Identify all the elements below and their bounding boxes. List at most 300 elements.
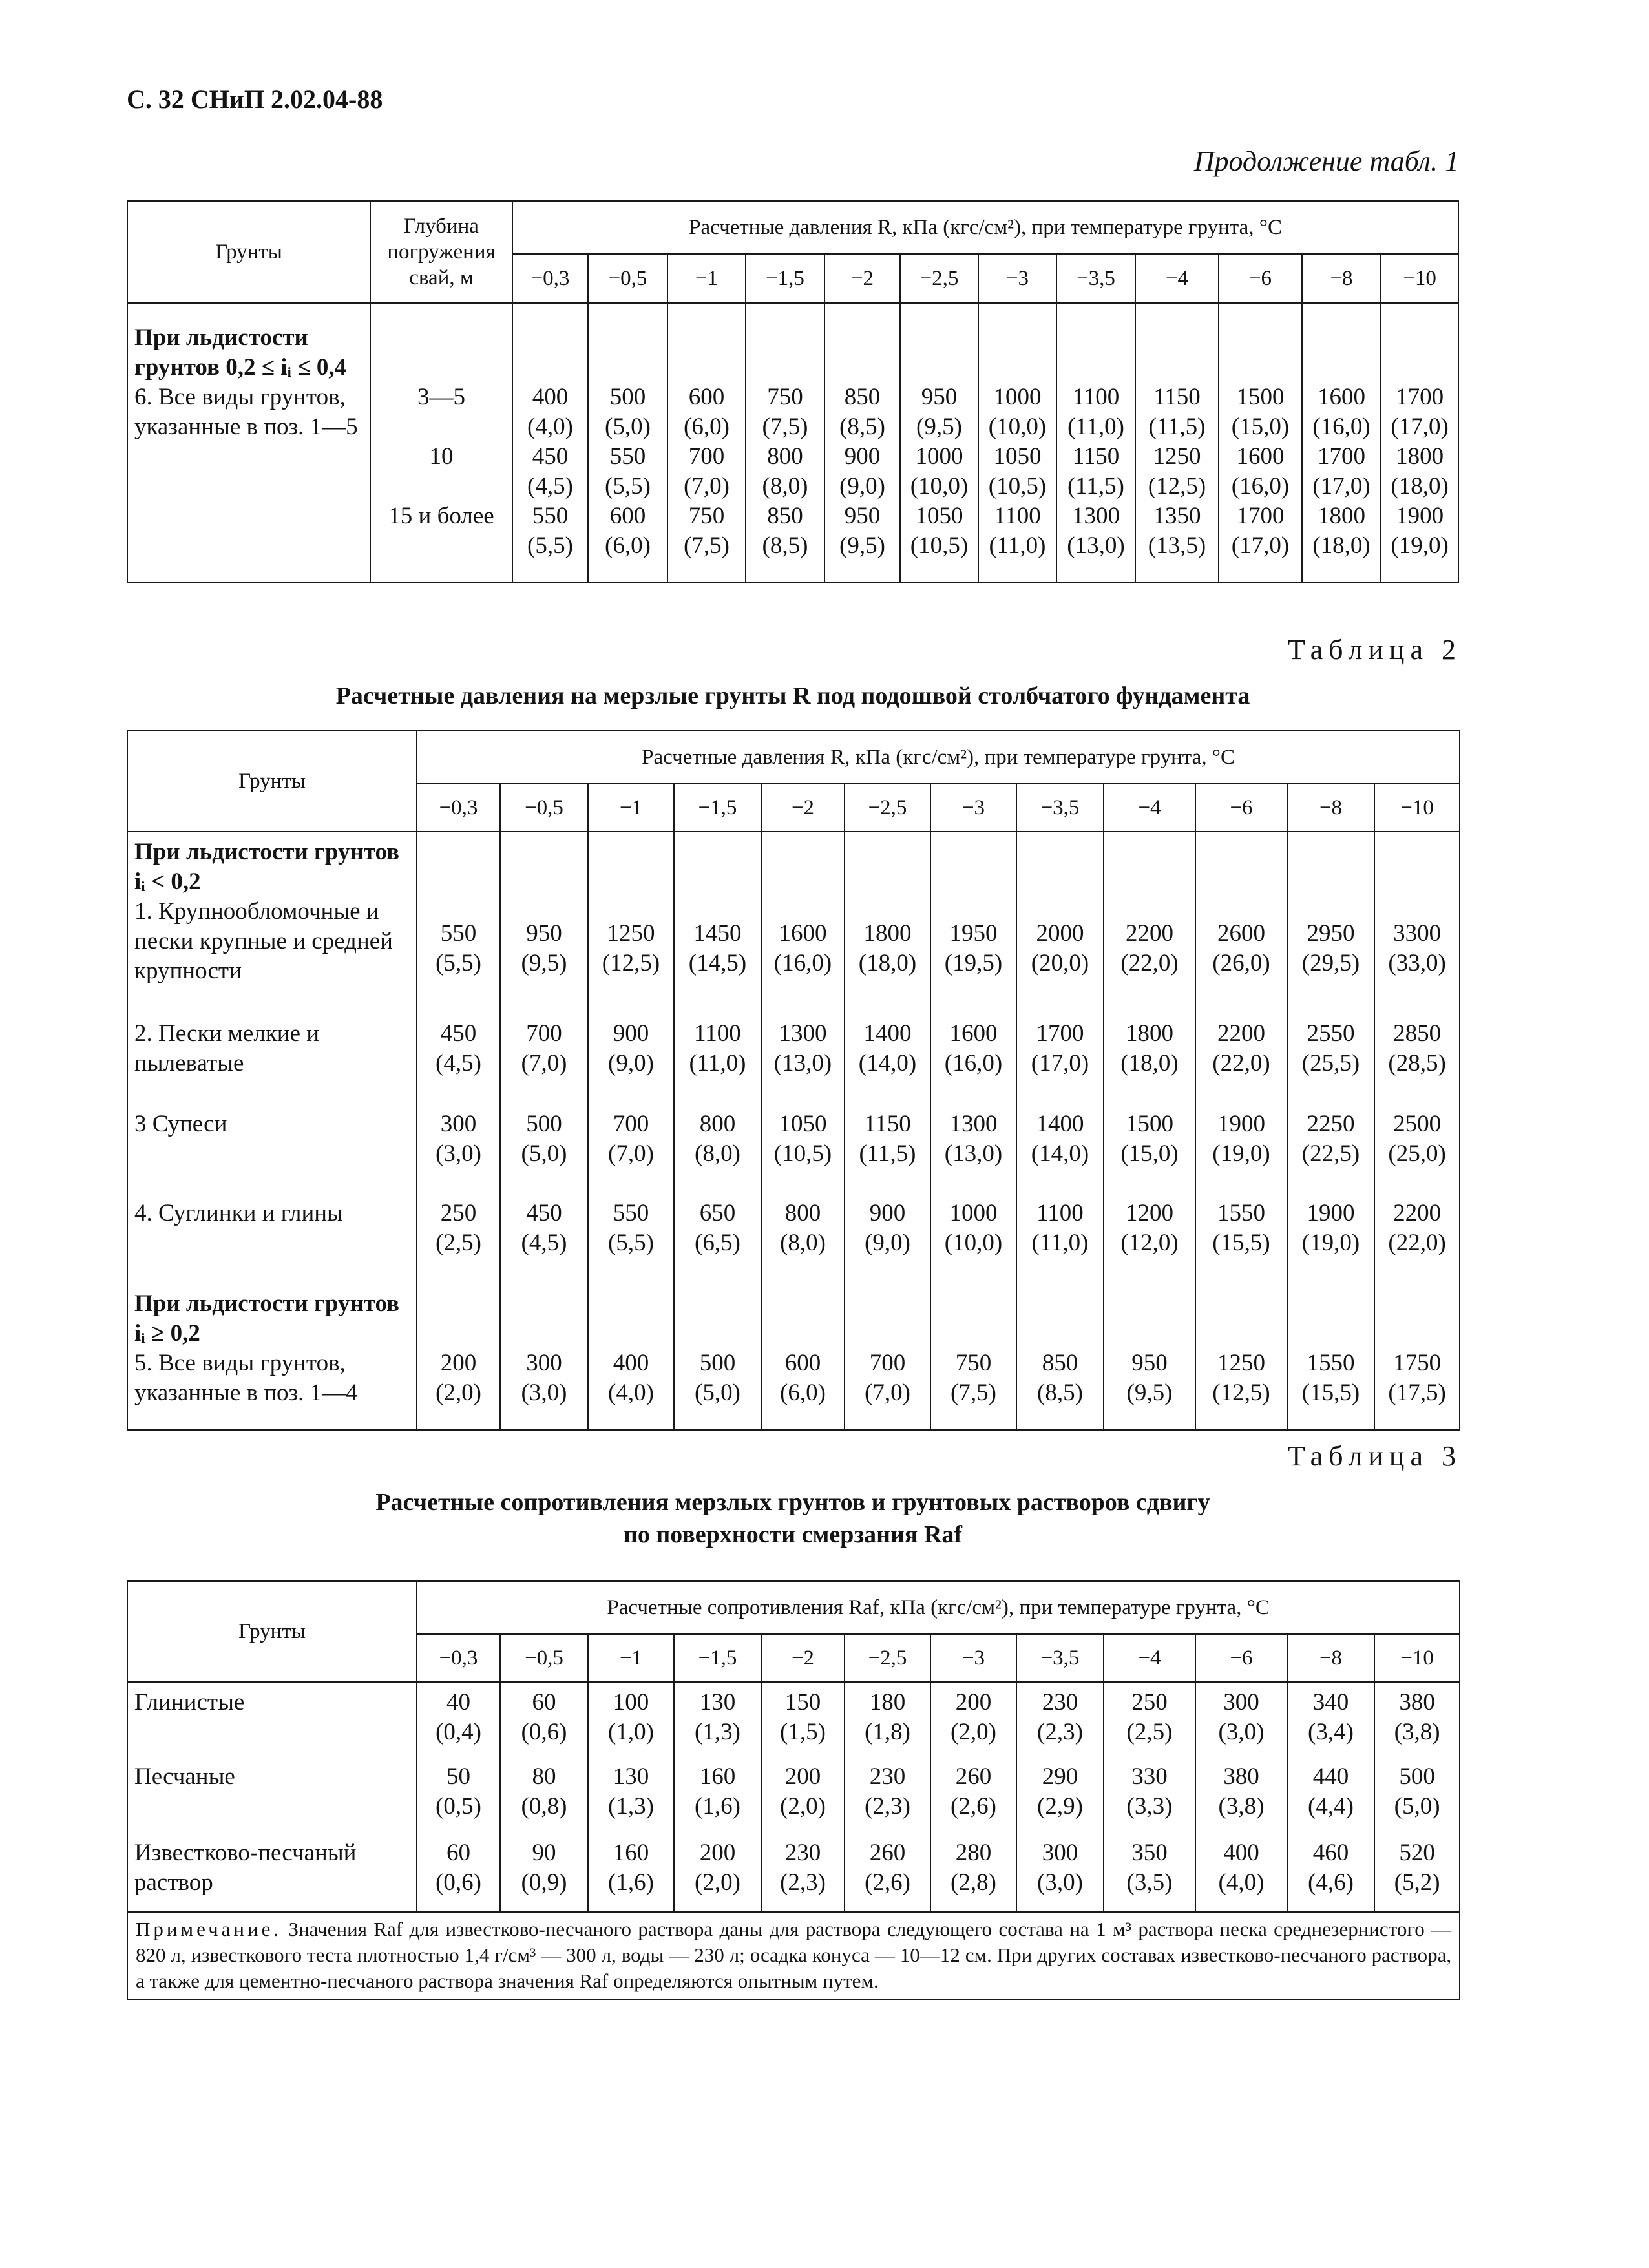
t3-value-cell bbox=[1195, 1682, 1287, 1757]
t2-value-sub: (4,5) bbox=[436, 1050, 481, 1076]
t2-value-sub: (12,5) bbox=[602, 950, 660, 976]
t3-value: 200 bbox=[955, 1689, 992, 1716]
t2-value-cell bbox=[500, 832, 588, 1014]
t2-value-cell bbox=[1016, 1014, 1104, 1104]
t2-value: 750 bbox=[955, 1350, 992, 1376]
t1-value-sub: (19,0) bbox=[1391, 532, 1449, 559]
t2-value: 550 bbox=[613, 1200, 649, 1226]
t3-value: 340 bbox=[1312, 1689, 1349, 1716]
t1-depth-cell bbox=[370, 303, 512, 582]
t2-value: 2950 bbox=[1307, 920, 1355, 947]
t2-value-cell bbox=[417, 1193, 500, 1284]
t1-value-sub: (9,5) bbox=[839, 532, 885, 559]
t3-temp-header: −2 bbox=[761, 1634, 845, 1682]
t1-value-sub: (11,0) bbox=[1067, 414, 1125, 440]
page-header: С. 32 СНиП 2.02.04-88 bbox=[127, 85, 383, 114]
t2-value: 2200 bbox=[1217, 1020, 1265, 1047]
t2-value-sub: (17,5) bbox=[1388, 1380, 1446, 1406]
t2-value: 1550 bbox=[1217, 1200, 1265, 1226]
t2-value: 300 bbox=[526, 1350, 562, 1376]
t1-value: 600 bbox=[609, 503, 646, 529]
t3-value-sub: (0,9) bbox=[521, 1869, 567, 1896]
t2-value-sub: (9,5) bbox=[521, 950, 567, 976]
t1-value: 1600 bbox=[1318, 384, 1365, 410]
t3-value-sub: (2,3) bbox=[865, 1793, 910, 1820]
t3-value-cell bbox=[761, 1757, 845, 1833]
t1-value: 550 bbox=[532, 503, 569, 529]
t1-value-cell bbox=[824, 303, 900, 582]
t3-value: 60 bbox=[532, 1689, 556, 1716]
table-1 bbox=[127, 200, 1459, 583]
t1-value: 850 bbox=[767, 503, 803, 529]
t2-value-cell bbox=[1104, 1193, 1195, 1284]
t3-value-sub: (2,9) bbox=[1037, 1793, 1083, 1820]
t2-value-sub: (8,0) bbox=[780, 1230, 826, 1256]
t3-value-cell bbox=[1374, 1833, 1460, 1912]
t2-value: 850 bbox=[1042, 1350, 1078, 1376]
t2-temp-header: −0,5 bbox=[500, 784, 588, 832]
t2-value: 1750 bbox=[1393, 1350, 1442, 1376]
t2-value-sub: (8,0) bbox=[695, 1140, 740, 1167]
t1-value: 600 bbox=[688, 384, 725, 410]
t3-value-cell bbox=[1287, 1833, 1374, 1912]
t3-col-resistance: Расчетные сопротивления Raf, кПа (кгс/см²), при температуре грунта, °С bbox=[417, 1581, 1460, 1634]
t1-value-sub: (9,0) bbox=[839, 473, 885, 499]
t2-value-cell bbox=[417, 1014, 500, 1104]
t2-value-cell bbox=[930, 832, 1016, 1014]
t3-value: 290 bbox=[1042, 1763, 1078, 1790]
t2-value-cell bbox=[1287, 1014, 1374, 1104]
t2-value-cell bbox=[1016, 1104, 1104, 1193]
t3-value-cell bbox=[761, 1682, 845, 1757]
t3-value-cell bbox=[588, 1682, 674, 1757]
t3-value-sub: (4,6) bbox=[1308, 1869, 1354, 1896]
t2-value-cell bbox=[1374, 1284, 1460, 1430]
t2-value-sub: (2,0) bbox=[436, 1380, 481, 1406]
t2-value: 500 bbox=[699, 1350, 736, 1376]
t2-temp-header: −1,5 bbox=[674, 784, 761, 832]
t2-soil-text: 2. Пески мелкие и пылеватые bbox=[134, 1020, 320, 1076]
t3-value-sub: (2,8) bbox=[951, 1869, 996, 1896]
t2-temp-header: −6 bbox=[1195, 784, 1287, 832]
t2-value-cell bbox=[845, 1193, 930, 1284]
t3-value: 90 bbox=[532, 1840, 556, 1866]
t3-value-sub: (1,6) bbox=[608, 1869, 654, 1896]
t2-value: 250 bbox=[440, 1200, 477, 1226]
t2-value: 1550 bbox=[1307, 1350, 1355, 1376]
t2-value-cell bbox=[761, 832, 845, 1014]
t1-value-sub: (13,0) bbox=[1067, 532, 1125, 559]
t2-value: 1900 bbox=[1217, 1111, 1265, 1137]
table-3 bbox=[127, 1580, 1460, 2000]
t1-value-sub: (17,0) bbox=[1312, 473, 1371, 499]
t2-value: 1100 bbox=[694, 1020, 741, 1047]
t2-value-cell bbox=[930, 1193, 1016, 1284]
t3-value-cell bbox=[1195, 1757, 1287, 1833]
t1-value-sub: (17,0) bbox=[1391, 414, 1449, 440]
t1-value-sub: (8,5) bbox=[839, 414, 885, 440]
t2-value-cell bbox=[417, 1284, 500, 1430]
t1-value-sub: (11,5) bbox=[1067, 473, 1125, 499]
t1-value: 1350 bbox=[1153, 503, 1201, 529]
t3-value-sub: (1,3) bbox=[608, 1793, 654, 1820]
t3-value: 300 bbox=[1042, 1840, 1078, 1866]
t1-value-sub: (10,5) bbox=[988, 473, 1047, 499]
t2-value-sub: (19,0) bbox=[1212, 1140, 1270, 1167]
t1-value-sub: (5,5) bbox=[527, 532, 573, 559]
t1-value-cell bbox=[746, 303, 824, 582]
t2-value-cell bbox=[1374, 1193, 1460, 1284]
t3-temp-header: −10 bbox=[1374, 1634, 1460, 1682]
t2-temp-header: −3 bbox=[930, 784, 1016, 832]
t2-value: 400 bbox=[613, 1350, 649, 1376]
t1-value: 700 bbox=[688, 443, 725, 470]
t1-temp-header: −0,5 bbox=[588, 254, 667, 303]
t2-value-cell bbox=[588, 1193, 674, 1284]
t3-value-cell bbox=[1016, 1757, 1104, 1833]
t1-value: 750 bbox=[767, 384, 803, 410]
t1-value-sub: (10,5) bbox=[910, 532, 969, 559]
t3-value: 380 bbox=[1399, 1689, 1435, 1716]
t1-value-sub: (10,0) bbox=[988, 414, 1047, 440]
t2-col-pressure: Расчетные давления R, кПа (кгс/см²), при температуре грунта, °С bbox=[417, 731, 1460, 784]
t1-value-sub: (17,0) bbox=[1231, 532, 1290, 559]
t2-value-sub: (4,0) bbox=[608, 1380, 654, 1406]
t1-temp-header: −1,5 bbox=[746, 254, 824, 303]
t3-value-cell bbox=[500, 1757, 588, 1833]
t2-value-sub: (12,0) bbox=[1120, 1230, 1179, 1256]
t2-value: 2000 bbox=[1036, 920, 1084, 947]
t1-value: 950 bbox=[921, 384, 958, 410]
t3-temp-header: −2,5 bbox=[845, 1634, 930, 1682]
t2-value: 2850 bbox=[1393, 1020, 1442, 1047]
t2-value-sub: (8,5) bbox=[1037, 1380, 1083, 1406]
t3-value: 40 bbox=[446, 1689, 470, 1716]
t2-value-sub: (11,5) bbox=[859, 1140, 916, 1167]
t1-col-soil: Грунты bbox=[127, 201, 370, 303]
t3-value-cell bbox=[930, 1682, 1016, 1757]
t3-temp-header: −0,5 bbox=[500, 1634, 588, 1682]
t2-value: 1150 bbox=[864, 1111, 911, 1137]
t1-value: 450 bbox=[532, 443, 569, 470]
t2-value-sub: (15,0) bbox=[1120, 1140, 1179, 1167]
t2-value-cell bbox=[1016, 832, 1104, 1014]
t3-value: 180 bbox=[869, 1689, 906, 1716]
t2-value: 1400 bbox=[863, 1020, 912, 1047]
t2-value-cell bbox=[1287, 1284, 1374, 1430]
t3-soil-text: Глинистые bbox=[134, 1689, 245, 1716]
t1-temp-header: −8 bbox=[1302, 254, 1381, 303]
t2-value-cell bbox=[674, 1193, 761, 1284]
t2-value-cell bbox=[1195, 1104, 1287, 1193]
t2-value: 1800 bbox=[1126, 1020, 1173, 1047]
t2-value-cell bbox=[1016, 1284, 1104, 1430]
t2-value: 1700 bbox=[1036, 1020, 1084, 1047]
t3-value: 460 bbox=[1312, 1840, 1349, 1866]
t1-value: 1000 bbox=[915, 443, 963, 470]
t2-value-sub: (16,0) bbox=[773, 950, 832, 976]
t1-value-sub: (8,5) bbox=[762, 532, 808, 559]
t1-value-sub: (6,0) bbox=[684, 414, 730, 440]
t1-temp-header: −2,5 bbox=[900, 254, 978, 303]
t1-value-sub: (4,0) bbox=[527, 414, 573, 440]
t1-value-cell bbox=[588, 303, 667, 582]
t3-temp-header: −3 bbox=[930, 1634, 1016, 1682]
t2-value-cell bbox=[761, 1284, 845, 1430]
t2-value-sub: (29,5) bbox=[1301, 950, 1360, 976]
t2-value-sub: (2,5) bbox=[436, 1230, 481, 1256]
t2-value-cell bbox=[500, 1284, 588, 1430]
t3-value-cell bbox=[1374, 1757, 1460, 1833]
t3-note-text: Значения Raf для известково-песчаного раствора даны для раствора следующего состава на 1 м³ раствора песка среднезернистого — 820 л, известкового теста плотностью 1,4 г/см³ — 300 л, воды — 230 л; осадка конуса — 10—12 см. При других составах известково-песчаного раствора, а также для цементно-песчаного раствора значения Raf определяются опытным путем. bbox=[136, 1918, 1452, 1992]
t2-value: 700 bbox=[613, 1111, 649, 1137]
t2-value: 1800 bbox=[863, 920, 912, 947]
t2-value-cell bbox=[930, 1284, 1016, 1430]
t2-soil-cell bbox=[127, 1104, 417, 1193]
t1-value: 1000 bbox=[993, 384, 1042, 410]
t2-value-sub: (13,0) bbox=[773, 1050, 832, 1076]
t2-value-cell bbox=[930, 1014, 1016, 1104]
t2-value: 950 bbox=[1131, 1350, 1168, 1376]
t3-value-cell bbox=[845, 1833, 930, 1912]
t3-value: 260 bbox=[869, 1840, 906, 1866]
t2-value-sub: (11,0) bbox=[1031, 1230, 1089, 1256]
t2-value: 1400 bbox=[1036, 1111, 1084, 1137]
t1-soil-cell bbox=[127, 303, 370, 582]
t3-soil-cell bbox=[127, 1833, 417, 1912]
t3-value-sub: (0,8) bbox=[521, 1793, 567, 1820]
t2-value-sub: (14,5) bbox=[688, 950, 747, 976]
t3-value-sub: (3,8) bbox=[1218, 1793, 1265, 1820]
t2-value-sub: (7,5) bbox=[951, 1380, 996, 1406]
t2-value-cell bbox=[1374, 1014, 1460, 1104]
t1-value-cell bbox=[1381, 303, 1458, 582]
t2-temp-header: −10 bbox=[1374, 784, 1460, 832]
t3-value-cell bbox=[1195, 1833, 1287, 1912]
t2-value-cell bbox=[1287, 1193, 1374, 1284]
t3-value: 500 bbox=[1399, 1763, 1435, 1790]
t1-value: 750 bbox=[688, 503, 725, 529]
t1-temp-header: −10 bbox=[1381, 254, 1458, 303]
t3-value: 380 bbox=[1223, 1763, 1259, 1790]
t3-value-cell bbox=[674, 1682, 761, 1757]
t3-temp-header: −1 bbox=[588, 1634, 674, 1682]
t1-temp-header: −4 bbox=[1135, 254, 1219, 303]
t3-value: 130 bbox=[613, 1763, 649, 1790]
t2-temp-header: −3,5 bbox=[1016, 784, 1104, 832]
t2-temp-header: −2,5 bbox=[845, 784, 930, 832]
t1-value-sub: (18,0) bbox=[1312, 532, 1371, 559]
t1-temp-header: −2 bbox=[824, 254, 900, 303]
t2-value: 1250 bbox=[1217, 1350, 1265, 1376]
t2-value-sub: (4,5) bbox=[521, 1230, 567, 1256]
t1-value-sub: (12,5) bbox=[1148, 473, 1206, 499]
t3-col-soil: Грунты bbox=[127, 1581, 417, 1682]
t3-value: 230 bbox=[869, 1763, 906, 1790]
t1-value: 1100 bbox=[994, 503, 1041, 529]
t1-value-sub: (7,5) bbox=[684, 532, 730, 559]
t1-value-cell bbox=[1302, 303, 1381, 582]
t2-temp-header: −2 bbox=[761, 784, 845, 832]
t1-value-sub: (11,5) bbox=[1148, 414, 1206, 440]
t1-value: 800 bbox=[767, 443, 803, 470]
t1-value-sub: (11,0) bbox=[989, 532, 1046, 559]
t3-value-sub: (3,5) bbox=[1126, 1869, 1173, 1896]
t1-value-sub: (16,0) bbox=[1231, 473, 1290, 499]
t3-value-cell bbox=[417, 1833, 500, 1912]
t2-value-cell bbox=[588, 832, 674, 1014]
t3-value: 200 bbox=[784, 1763, 821, 1790]
t2-value-sub: (26,0) bbox=[1212, 950, 1270, 976]
t3-value-cell bbox=[1016, 1833, 1104, 1912]
t3-soil-text: Известково-песчаный раствор bbox=[134, 1840, 357, 1896]
t2-value-sub: (6,0) bbox=[780, 1380, 826, 1406]
t3-value-sub: (5,2) bbox=[1394, 1869, 1440, 1896]
t1-col-depth: Глубина погружения свай, м bbox=[370, 201, 512, 303]
t2-value-cell bbox=[1287, 1104, 1374, 1193]
t3-temp-header: −6 bbox=[1195, 1634, 1287, 1682]
t3-value-cell bbox=[674, 1833, 761, 1912]
t2-value-cell bbox=[761, 1193, 845, 1284]
t2-value: 650 bbox=[699, 1200, 736, 1226]
t3-value: 130 bbox=[699, 1689, 736, 1716]
t3-value-sub: (2,0) bbox=[780, 1793, 826, 1820]
t2-value-sub: (11,0) bbox=[689, 1050, 746, 1076]
t1-value: 900 bbox=[844, 443, 881, 470]
t2-value-sub: (18,0) bbox=[858, 950, 917, 976]
t2-value-cell bbox=[674, 832, 761, 1014]
t1-value: 1700 bbox=[1396, 384, 1444, 410]
t2-value-sub: (17,0) bbox=[1031, 1050, 1089, 1076]
t2-value-cell bbox=[1195, 1193, 1287, 1284]
t1-value-cell bbox=[1135, 303, 1219, 582]
t3-value-sub: (0,6) bbox=[436, 1869, 481, 1896]
t3-temp-header: −3,5 bbox=[1016, 1634, 1104, 1682]
t3-value: 200 bbox=[699, 1840, 736, 1866]
t3-value-sub: (4,4) bbox=[1308, 1793, 1354, 1820]
t2-value-sub: (12,5) bbox=[1212, 1380, 1270, 1406]
t2-value: 2200 bbox=[1393, 1200, 1442, 1226]
t2-soil-text: 1. Крупнообломочные и пески крупные и средней крупности bbox=[134, 898, 393, 984]
t2-value: 2200 bbox=[1126, 920, 1173, 947]
t2-value-sub: (22,5) bbox=[1301, 1140, 1360, 1167]
t2-value: 1300 bbox=[779, 1020, 827, 1047]
t2-value: 1000 bbox=[949, 1200, 998, 1226]
t3-value: 280 bbox=[955, 1840, 992, 1866]
t3-value: 160 bbox=[613, 1840, 649, 1866]
t3-value-cell bbox=[1104, 1833, 1195, 1912]
t3-value-cell bbox=[1374, 1682, 1460, 1757]
t1-value-sub: (10,0) bbox=[910, 473, 969, 499]
t3-value-sub: (1,6) bbox=[695, 1793, 740, 1820]
t2-value-sub: (22,0) bbox=[1388, 1230, 1446, 1256]
t2-value-cell bbox=[674, 1284, 761, 1430]
t2-value: 950 bbox=[526, 920, 562, 947]
t1-temp-header: −1 bbox=[667, 254, 746, 303]
t1-value-cell bbox=[512, 303, 588, 582]
t3-value-cell bbox=[930, 1757, 1016, 1833]
t1-depth-value: 3—5 bbox=[417, 384, 465, 410]
t2-value-sub: (15,5) bbox=[1212, 1230, 1270, 1256]
t3-value-cell bbox=[500, 1682, 588, 1757]
t2-value-cell bbox=[845, 832, 930, 1014]
t3-value-cell bbox=[588, 1757, 674, 1833]
t3-value: 160 bbox=[699, 1763, 736, 1790]
t2-value-cell bbox=[930, 1104, 1016, 1193]
t3-value-sub: (3,3) bbox=[1126, 1793, 1173, 1820]
t2-value-sub: (9,5) bbox=[1126, 1380, 1173, 1406]
t1-value: 1700 bbox=[1236, 503, 1285, 529]
t2-value-cell bbox=[1104, 832, 1195, 1014]
t2-value: 1450 bbox=[693, 920, 742, 947]
t3-value: 80 bbox=[532, 1763, 556, 1790]
t2-value-cell bbox=[1104, 1284, 1195, 1430]
t2-value: 2250 bbox=[1307, 1111, 1355, 1137]
t2-value-sub: (7,0) bbox=[521, 1050, 567, 1076]
t1-temp-header: −3,5 bbox=[1056, 254, 1135, 303]
t2-value-sub: (14,0) bbox=[1031, 1140, 1089, 1167]
t1-value-sub: (15,0) bbox=[1231, 414, 1290, 440]
t2-value: 1600 bbox=[779, 920, 827, 947]
t1-value-sub: (7,0) bbox=[684, 473, 730, 499]
t1-value: 1300 bbox=[1072, 503, 1120, 529]
t1-value-sub: (7,5) bbox=[762, 414, 808, 440]
t1-group-label: При льдистости грунтов 0,2 ≤ iᵢ ≤ 0,4 bbox=[134, 324, 347, 381]
t2-value-cell bbox=[1104, 1104, 1195, 1193]
t2-value: 1100 bbox=[1036, 1200, 1084, 1226]
t2-value-cell bbox=[1016, 1193, 1104, 1284]
t3-value: 260 bbox=[955, 1763, 992, 1790]
t2-value: 500 bbox=[526, 1111, 562, 1137]
t2-col-soil: Грунты bbox=[127, 731, 417, 832]
t2-temp-header: −8 bbox=[1287, 784, 1374, 832]
t2-value-cell bbox=[845, 1014, 930, 1104]
t1-value: 1050 bbox=[993, 443, 1042, 470]
t3-soil-cell bbox=[127, 1682, 417, 1757]
t3-value: 230 bbox=[1042, 1689, 1078, 1716]
t2-value-cell bbox=[674, 1104, 761, 1193]
t2-value-cell bbox=[1374, 832, 1460, 1014]
t2-value: 200 bbox=[440, 1350, 477, 1376]
t2-value-sub: (9,0) bbox=[608, 1050, 654, 1076]
t1-value: 500 bbox=[609, 384, 646, 410]
t2-value: 800 bbox=[784, 1200, 821, 1226]
t3-value-sub: (2,6) bbox=[865, 1869, 910, 1896]
t1-col-pressure: Расчетные давления R, кПа (кгс/см²), при температуре грунта, °С bbox=[512, 201, 1458, 254]
table-2-caption: Таблица 2 bbox=[1287, 634, 1462, 666]
t2-value-sub: (5,0) bbox=[521, 1140, 567, 1167]
t2-value-cell bbox=[500, 1014, 588, 1104]
t3-value-sub: (2,5) bbox=[1126, 1719, 1173, 1745]
t2-value-cell bbox=[761, 1014, 845, 1104]
t2-value: 1200 bbox=[1126, 1200, 1173, 1226]
t1-value: 950 bbox=[844, 503, 881, 529]
t2-value: 1950 bbox=[949, 920, 998, 947]
t3-value-sub: (3,4) bbox=[1308, 1719, 1354, 1745]
t2-value: 2500 bbox=[1393, 1111, 1442, 1137]
t2-value-cell bbox=[1374, 1104, 1460, 1193]
t2-value: 1050 bbox=[779, 1111, 827, 1137]
t1-value: 1800 bbox=[1318, 503, 1365, 529]
t2-value-sub: (22,0) bbox=[1120, 950, 1179, 976]
t1-value: 1150 bbox=[1153, 384, 1201, 410]
t2-soil-cell bbox=[127, 1014, 417, 1104]
t2-value: 3300 bbox=[1393, 920, 1442, 947]
t3-value: 520 bbox=[1399, 1840, 1435, 1866]
t3-value-sub: (2,6) bbox=[951, 1793, 996, 1820]
t3-value-cell bbox=[1104, 1682, 1195, 1757]
t2-value-cell bbox=[1195, 1014, 1287, 1104]
